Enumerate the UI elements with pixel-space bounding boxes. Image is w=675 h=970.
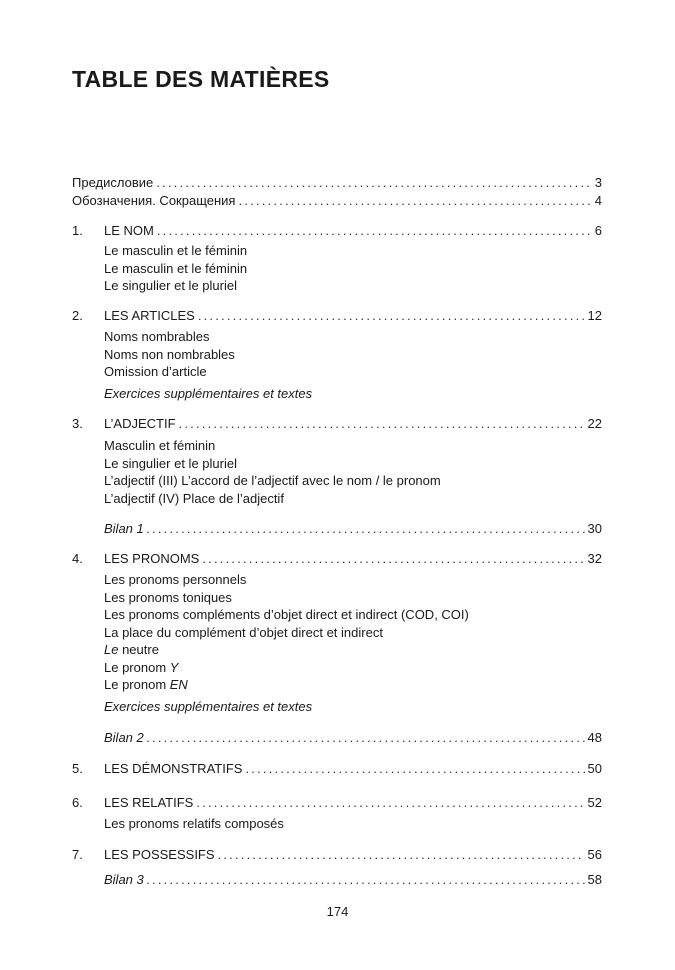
toc-subitem: Omission d’article: [104, 364, 207, 379]
toc-chapter-2[interactable]: [72, 307, 602, 325]
toc-subitem: Noms nombrables: [104, 329, 210, 344]
neutre-word: Le: [104, 642, 119, 657]
entry-page: 4: [594, 193, 602, 208]
toc-chapter-1[interactable]: [72, 222, 602, 240]
neutre-rest: neutre: [118, 642, 159, 657]
toc-bilan-3[interactable]: [72, 871, 602, 889]
toc-bilan-1[interactable]: [72, 520, 602, 538]
chapter-page: 6: [594, 223, 602, 238]
toc-subitem: Masculin et féminin: [104, 438, 216, 453]
toc-subitem: L’adjectif (IV) Place de l’adjectif: [104, 490, 284, 506]
bilan-page: 58: [587, 872, 602, 887]
toc-chapter-6[interactable]: [72, 794, 602, 812]
bilan-page: 48: [587, 730, 602, 745]
dot-leader: [147, 520, 585, 538]
pronom-prefix: Le pronom: [104, 677, 170, 692]
page-title: TABLE DES MATIÈRES: [72, 66, 330, 92]
chapter-page: 50: [587, 761, 602, 776]
dot-leader: [245, 760, 584, 778]
toc-subitem-pronom-y: [104, 659, 178, 677]
chapter-page: 32: [587, 551, 602, 566]
bilan-label: Bilan 2: [104, 730, 144, 745]
chapter-label: LES ARTICLES: [104, 308, 195, 323]
dot-leader: [147, 729, 585, 747]
dot-leader: [179, 415, 585, 433]
chapter-page: 56: [587, 847, 602, 862]
toc-subitem-pronom-en: [104, 676, 188, 694]
dot-leader: [156, 174, 592, 192]
toc-subitem: Les pronoms personnels: [104, 572, 247, 587]
chapter-label: LES PRONOMS: [104, 551, 200, 566]
chapter-label: LES DÉMONSTRATIFS: [104, 761, 243, 776]
chapter-page: 22: [587, 416, 602, 431]
toc-subitem: L’adjectif (III) L’accord de l’adjectif avec le nom / le pronom: [104, 473, 441, 488]
toc-extra-exercises: Exercices supplémentaires et textes: [104, 699, 313, 714]
entry-label: Предисловие: [72, 175, 154, 190]
toc-bilan-2[interactable]: [72, 729, 602, 747]
toc-subitem: Le masculin et le féminin: [104, 243, 248, 258]
toc-chapter-4[interactable]: [72, 550, 602, 568]
toc-entry-preface[interactable]: [72, 174, 602, 192]
toc-chapter-7[interactable]: [72, 846, 602, 864]
chapter-number: 2.: [72, 308, 83, 323]
chapter-page: 12: [587, 308, 602, 323]
dot-leader: [198, 307, 585, 325]
dot-leader: [202, 550, 584, 568]
dot-leader: [196, 794, 584, 812]
toc-subitem: Le singulier et le pluriel: [104, 455, 237, 471]
toc-subitem: La place du complément d’objet direct et indirect: [104, 624, 383, 640]
toc-subitem-neutre: [104, 641, 159, 659]
bilan-label: Bilan 1: [104, 521, 144, 536]
dot-leader: [157, 222, 592, 240]
toc-chapter-5[interactable]: [72, 760, 602, 778]
dot-leader: [147, 871, 585, 889]
chapter-number: 7.: [72, 847, 83, 862]
entry-label: Обозначения. Сокращения: [72, 193, 236, 208]
chapter-label: L’ADJECTIF: [104, 416, 176, 431]
chapter-number: 6.: [72, 795, 83, 810]
chapter-number: 5.: [72, 761, 83, 776]
dot-leader: [218, 846, 585, 864]
chapter-number: 4.: [72, 551, 83, 566]
page-number: 174: [326, 904, 349, 919]
toc-subitem: Noms non nombrables: [104, 346, 235, 362]
pronom-prefix: Le pronom: [104, 659, 170, 675]
toc-extra-exercises: Exercices supplémentaires et textes: [104, 386, 313, 401]
toc-subitem: Les pronoms toniques: [104, 589, 232, 605]
toc-subitem: Les pronoms compléments d’objet direct et indirect (COD, COI): [104, 607, 469, 622]
toc-subitem: Les pronoms relatifs composés: [104, 816, 284, 831]
chapter-label: LES RELATIFS: [104, 795, 194, 810]
chapter-number: 1.: [72, 223, 83, 238]
chapter-label: LES POSSESSIFS: [104, 847, 215, 862]
chapter-page: 52: [587, 795, 602, 810]
toc-subitem: Le masculin et le féminin: [104, 260, 248, 276]
chapter-label: LE NOM: [104, 223, 154, 238]
toc-chapter-3[interactable]: [72, 415, 602, 433]
pronom-letter: EN: [169, 677, 188, 692]
bilan-label: Bilan 3: [104, 872, 144, 887]
toc-subitem: Le singulier et le pluriel: [104, 278, 237, 293]
chapter-number: 3.: [72, 416, 83, 431]
toc-entry-abbreviations[interactable]: [72, 192, 602, 210]
bilan-page: 30: [587, 521, 602, 536]
entry-page: 3: [594, 175, 602, 190]
dot-leader: [238, 192, 591, 210]
pronom-letter: Y: [169, 659, 179, 675]
